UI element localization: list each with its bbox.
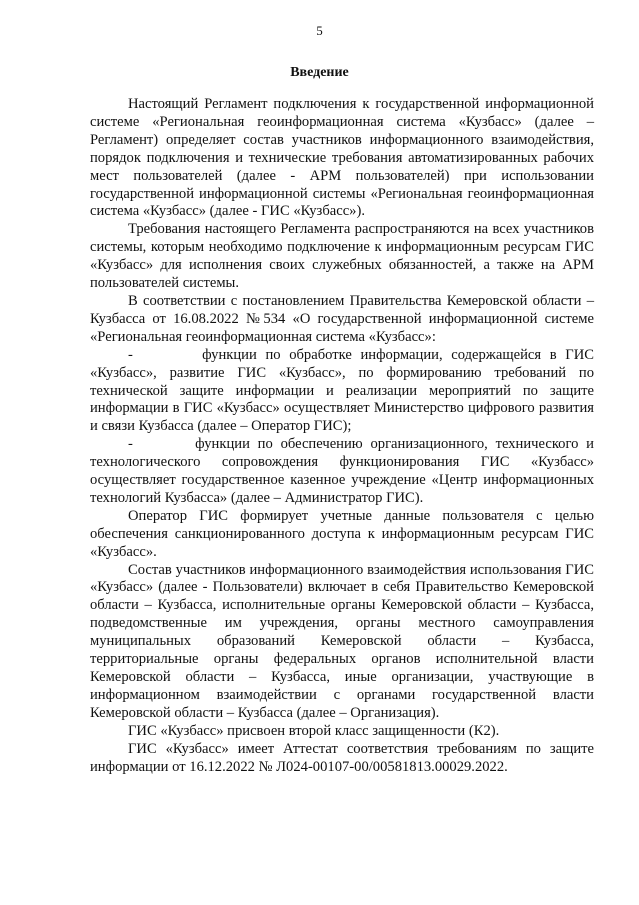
paragraph-resolution: В соответствии с постановлением Правительства Кемеровской области – Кузбасса от 16.08.2022 №534 «О государственной информационной системе «Региональная геоинформационная система «Кузбасс»: xyxy=(90,292,594,345)
list-item-administrator: - функции по обеспечению организационного, технического и технологического сопровождения функционирования ГИС «Кузбасс» осуществляет государственное казенное учреждение «Центр информационных технологий Кузбасса» (далее – Администратор ГИС). xyxy=(90,436,594,506)
page-number: 5 xyxy=(316,23,323,38)
section-heading: Введение xyxy=(290,65,349,80)
document-body xyxy=(90,96,594,776)
paragraph-scope: Настоящий Регламент подключения к государственной информационной системе «Региональная геоинформационная система «Кузбасс» (далее – Регламент) определяет состав участников информационного взаимодействия, порядок подключения и технические требования автоматизированных рабочих мест пользователей (далее - АРМ пользователей) при использовании государственной информационной системы «Региональная геоинформационная система «Кузбасс» (далее - ГИС «Кузбасс»). xyxy=(90,96,594,220)
paragraph-security-class: ГИС «Кузбасс» присвоен второй класс защищенности (К2). xyxy=(128,722,500,739)
paragraph-requirements: Требования настоящего Регламента распространяются на всех участников системы, которым необходимо подключение к информационным ресурсам ГИС «Кузбасс» для исполнения своих служебных обязанностей, а также на АРМ пользователей системы. xyxy=(90,221,594,292)
list-item-operator: - функции по обработке информации, содержащейся в ГИС «Кузбасс», развитие ГИС «Кузбасс», по формированию требований по технической защите информации и реализации мероприятий по защите информации в ГИС «Кузбасс» осуществляет Министерство цифрового развития и связи Кузбасса (далее – Оператор ГИС); xyxy=(90,346,594,435)
paragraph-credentials: Оператор ГИС формирует учетные данные пользователя с целью обеспечения санкционированного доступа к информационным ресурсам ГИС «Кузбасс». xyxy=(90,507,594,560)
paragraph-participants: Состав участников информационного взаимодействия использования ГИС «Кузбасс» (далее - Пользователи) включает в себя Правительство Кемеровской области – Кузбасса, исполнительные органы Кемеровской области – Кузбасса, подведомственные им учреждения, органы местного самоуправления муниципальных образований Кемеровской области – Кузбасса, территориальные органы федеральных органов исполнительной власти Кемеровской области – Кузбасса, иные организации, участвующие в информационном взаимодействии с органами государственной власти Кемеровской области – Кузбасса (далее – Организация). xyxy=(90,561,594,721)
paragraph-certificate: ГИС «Кузбасс» имеет Аттестат соответствия требованиям по защите информации от 16.12.2022 № Л024-00107-00/00581813.00029.2022. xyxy=(90,740,594,775)
